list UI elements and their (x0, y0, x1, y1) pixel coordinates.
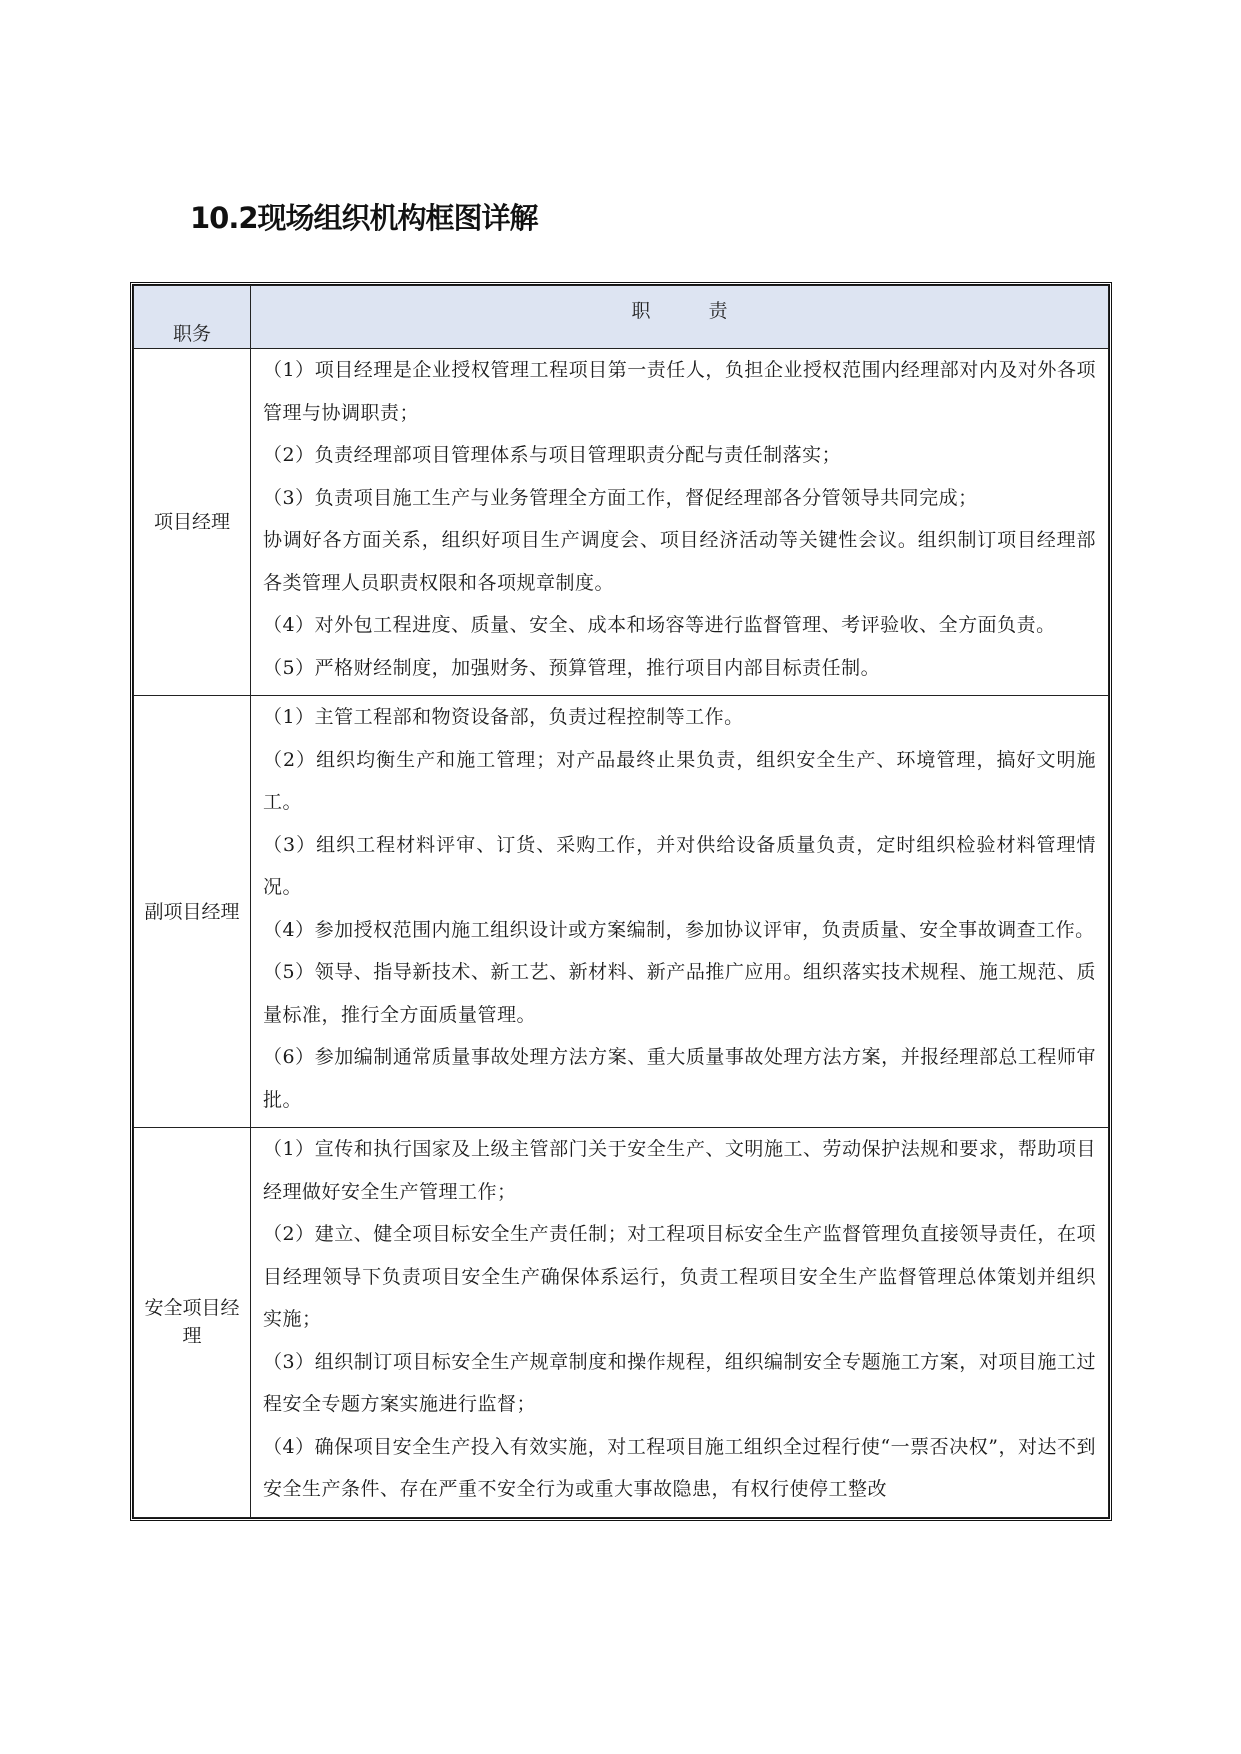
duties-deputy-project-manager (251, 696, 1109, 1128)
table-row (134, 349, 1109, 696)
duty-item: （1）主管工程部和物资设备部，负责过程控制等工作。 (263, 706, 744, 728)
duty-item: （3）负责项目施工生产与业务管理全方面工作，督促经理部各分管领导共同完成； (263, 486, 978, 509)
duty-item: （4）对外包工程进度、质量、安全、成本和场容等进行监督管理、考评验收、全方面负责。 (263, 614, 1056, 636)
duty-item: （5）严格财经制度，加强财务、预算管理，推行项目内部目标责任制。 (263, 656, 881, 679)
duties-project-manager (251, 349, 1109, 696)
table-row (134, 696, 1109, 1128)
table-header-row (134, 286, 1109, 349)
role-project-manager: 项目经理 (134, 349, 251, 696)
duty-item: （1）宣传和执行国家及上级主管部门关于安全生产、文明施工、劳动保护法规和要求，帮助项目经理做好安全生产管理工作； (263, 1138, 1096, 1203)
duty-item: （4）确保项目安全生产投入有效实施，对工程项目施工组织全过程行使“一票否决权”，对达不到安全生产条件、存在严重不安全行为或重大事故隐患，有权行使停工整改 (263, 1435, 1096, 1500)
duty-item: （1）项目经理是企业授权管理工程项目第一责任人，负担企业授权范围内经理部对内及对外各项管理与协调职责； (263, 359, 1096, 424)
duty-item: （3）组织工程材料评审、订货、采购工作，并对供给设备质量负责，定时组织检验材料管理情况。 (263, 833, 1096, 898)
duty-item: （2）组织均衡生产和施工管理；对产品最终止果负责，组织安全生产、环境管理，搞好文明施工。 (263, 748, 1096, 813)
duty-item: （2）建立、健全项目标安全生产责任制；对工程项目标安全生产监督管理负直接领导责任，在项目经理领导下负责项目安全生产确保体系运行，负责工程项目安全生产监督管理总体策划并组织实施； (263, 1223, 1096, 1330)
duty-item: （4）参加授权范围内施工组织设计或方案编制，参加协议评审，负责质量、安全事故调查工作。 (263, 918, 1095, 941)
duties-table (130, 282, 1112, 1521)
header-role: 职务 (134, 286, 251, 349)
duty-item: 协调好各方面关系，组织好项目生产调度会、项目经济活动等关键性会议。组织制订项目经理部各类管理人员职责权限和各项规章制度。 (263, 529, 1096, 594)
duty-item: （3）组织制订项目标安全生产规章制度和操作规程，组织编制安全专题施工方案，对项目施工过程安全专题方案实施进行监督； (263, 1350, 1096, 1415)
duties-safety-project-manager (251, 1128, 1109, 1518)
role-deputy-project-manager: 副项目经理 (134, 696, 251, 1128)
duty-item: （2）负责经理部项目管理体系与项目管理职责分配与责任制落实； (263, 444, 842, 466)
duty-item: （5）领导、指导新技术、新工艺、新材料、新产品推广应用。组织落实技术规程、施工规范、质量标准，推行全方面质量管理。 (263, 961, 1096, 1026)
duty-item: （6）参加编制通常质量事故处理方法方案、重大质量事故处理方法方案，并报经理部总工程师审批。 (263, 1046, 1096, 1111)
page-title: 10.2现场组织机构框图详解 (190, 201, 538, 235)
role-safety-project-manager: 安全项目经理 (134, 1128, 251, 1518)
header-duty: 职责 (251, 286, 1109, 349)
table-row (134, 1128, 1109, 1518)
